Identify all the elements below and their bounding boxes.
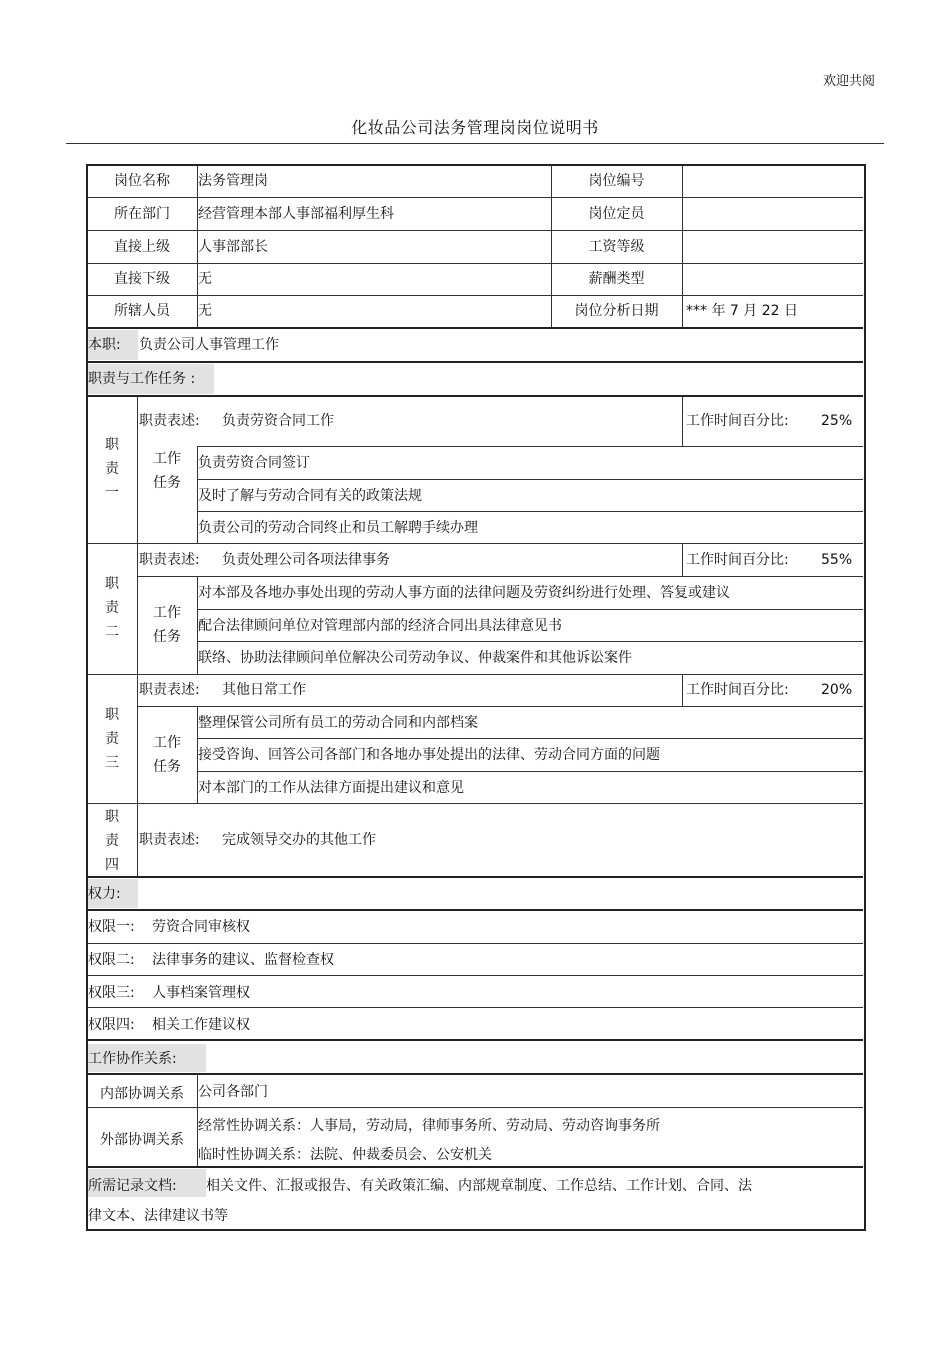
row-rule (87, 803, 863, 804)
row-rule (87, 1107, 863, 1108)
col-rule (682, 674, 683, 706)
row-rule (87, 197, 863, 198)
duty-3-pct-label: 工作时间百分比: (686, 682, 789, 698)
department-label: 所在部门 (114, 206, 170, 222)
authority-3-label: 权限三: (88, 985, 135, 1001)
authority-heading: 权力: (88, 886, 121, 902)
duty-2-pct: 55% (821, 552, 853, 568)
row-rule (197, 641, 863, 642)
internal-relations: 公司各部门 (198, 1084, 268, 1100)
department: 经营管理本部人事部福利厚生科 (198, 206, 394, 222)
duty-3-desc-label: 职责表述: (139, 682, 200, 698)
salary-grade-label: 工资等级 (588, 239, 645, 255)
duties-heading: 职责与工作任务 : (88, 371, 196, 387)
authority-1: 劳资合同审核权 (152, 919, 250, 935)
row-rule (197, 609, 863, 610)
authority-3: 人事档案管理权 (152, 985, 250, 1001)
duty-4-label: 职 责 四 (105, 809, 119, 873)
records-label: 所需记录文档: (88, 1178, 177, 1194)
authority-2-label: 权限二: (88, 952, 135, 968)
row-rule (197, 479, 863, 480)
duty-3-task-1: 整理保管公司所有员工的劳动合同和内部档案 (198, 715, 478, 731)
authority-2: 法律事务的建议、监督检查权 (152, 952, 334, 968)
main-duty-label: 本职: (88, 337, 121, 353)
duty-3-task-3: 对本部门的工作从法律方面提出建议和意见 (198, 780, 464, 796)
page-title: 化妆品公司法务管理岗岗位说明书 (351, 118, 599, 137)
section-rule (87, 876, 863, 878)
section-rule (87, 1166, 863, 1168)
row-rule (197, 738, 863, 739)
col-rule (682, 543, 683, 576)
section-rule (87, 909, 863, 911)
duty-1-pct-label: 工作时间百分比: (686, 413, 789, 429)
position-name: 法务管理岗 (198, 173, 268, 189)
duty-4-desc: 完成领导交办的其他工作 (222, 832, 376, 848)
duty-3-label: 职 责 三 (105, 707, 119, 771)
row-rule (137, 576, 863, 577)
duty-1-desc: 负责劳资合同工作 (222, 413, 334, 429)
duty-3-task-2: 接受咨询、回答公司各部门和各地办事处提出的法律、劳动合同方面的问题 (198, 747, 660, 763)
pay-type-label: 薪酬类型 (588, 271, 645, 287)
header-note: 欢迎共阅 (822, 74, 875, 89)
row-rule (197, 771, 863, 772)
duty-2-task-1: 对本部及各地办事处出现的劳动人事方面的法律问题及劳资纠纷进行处理、答复或建议 (198, 585, 730, 601)
subordinate: 无 (198, 271, 212, 287)
duty-2-task-2: 配合法律顾问单位对管理部内部的经济合同出具法律意见书 (198, 618, 562, 634)
title-rule (66, 143, 884, 144)
internal-relations-label: 内部协调关系 (100, 1086, 184, 1102)
col-rule (682, 165, 683, 327)
staff-label: 所辖人员 (114, 303, 170, 319)
duty-2-task-3: 联络、协助法律顾问单位解决公司劳动争议、仲裁案件和其他诉讼案件 (198, 650, 632, 666)
supervisor-label: 直接上级 (114, 239, 170, 255)
authority-1-label: 权限一: (88, 919, 135, 935)
row-rule (87, 230, 863, 231)
duty-2-desc-label: 职责表述: (139, 552, 200, 568)
duty-1-task-1: 负责劳资合同签订 (198, 455, 310, 471)
section-rule (87, 1039, 863, 1041)
row-rule (87, 975, 863, 976)
row-rule (87, 295, 863, 296)
authority-4: 相关工作建议权 (152, 1017, 250, 1033)
col-rule (682, 396, 683, 446)
analysis-date: *** 年 7 月 22 日 (686, 303, 798, 319)
external-relations-temporary: 临时性协调关系：法院、仲裁委员会、公安机关 (198, 1147, 492, 1163)
duty-3-pct: 20% (821, 682, 853, 698)
duty-1-label: 职 责 一 (105, 437, 119, 501)
section-rule (87, 395, 863, 397)
external-relations-label: 外部协调关系 (100, 1132, 184, 1148)
headcount-label: 岗位定员 (588, 206, 645, 222)
authority-4-label: 权限四: (88, 1017, 135, 1033)
section-rule (87, 361, 863, 363)
duty-2-task-label: 工作 任务 (153, 605, 181, 645)
duty-1-task-2: 及时了解与劳动合同有关的政策法规 (198, 488, 422, 504)
duty-4-desc-label: 职责表述: (139, 832, 200, 848)
row-rule (87, 674, 863, 675)
row-rule (197, 511, 863, 512)
duty-3-task-label: 工作 任务 (153, 735, 181, 775)
records-line-1: 相关文件、汇报或报告、有关政策汇编、内部规章制度、工作总结、工作计划、合同、法 (206, 1178, 752, 1194)
row-rule (137, 706, 863, 707)
row-rule (87, 543, 863, 544)
staff: 无 (198, 303, 212, 319)
relations-heading: 工作协作关系: (88, 1051, 177, 1067)
position-code-label: 岗位编号 (588, 173, 645, 189)
analysis-date-label: 岗位分析日期 (574, 303, 659, 319)
records-line-2: 律文本、法律建议书等 (88, 1208, 228, 1224)
external-relations-regular: 经常性协调关系：人事局，劳动局，律师事务所、劳动局、劳动咨询事务所 (198, 1118, 660, 1134)
row-rule (197, 446, 863, 447)
duty-2-label: 职 责 二 (105, 576, 119, 640)
row-rule (87, 263, 863, 264)
position-name-label: 岗位名称 (114, 173, 170, 189)
row-rule (87, 1007, 863, 1008)
main-duty: 负责公司人事管理工作 (139, 337, 279, 353)
duty-1-pct: 25% (821, 413, 853, 429)
duty-1-task-3: 负责公司的劳动合同终止和员工解聘手续办理 (198, 520, 478, 536)
section-rule (87, 327, 863, 329)
duty-1-task-label: 工作 任务 (153, 451, 181, 491)
subordinate-label: 直接下级 (114, 271, 170, 287)
duty-1-desc-label: 职责表述: (139, 413, 200, 429)
duty-2-desc: 负责处理公司各项法律事务 (222, 552, 390, 568)
duty-3-desc: 其他日常工作 (222, 682, 306, 698)
duty-2-pct-label: 工作时间百分比: (686, 552, 789, 568)
row-rule (87, 943, 863, 944)
supervisor: 人事部部长 (198, 239, 268, 255)
section-rule (87, 1073, 863, 1075)
